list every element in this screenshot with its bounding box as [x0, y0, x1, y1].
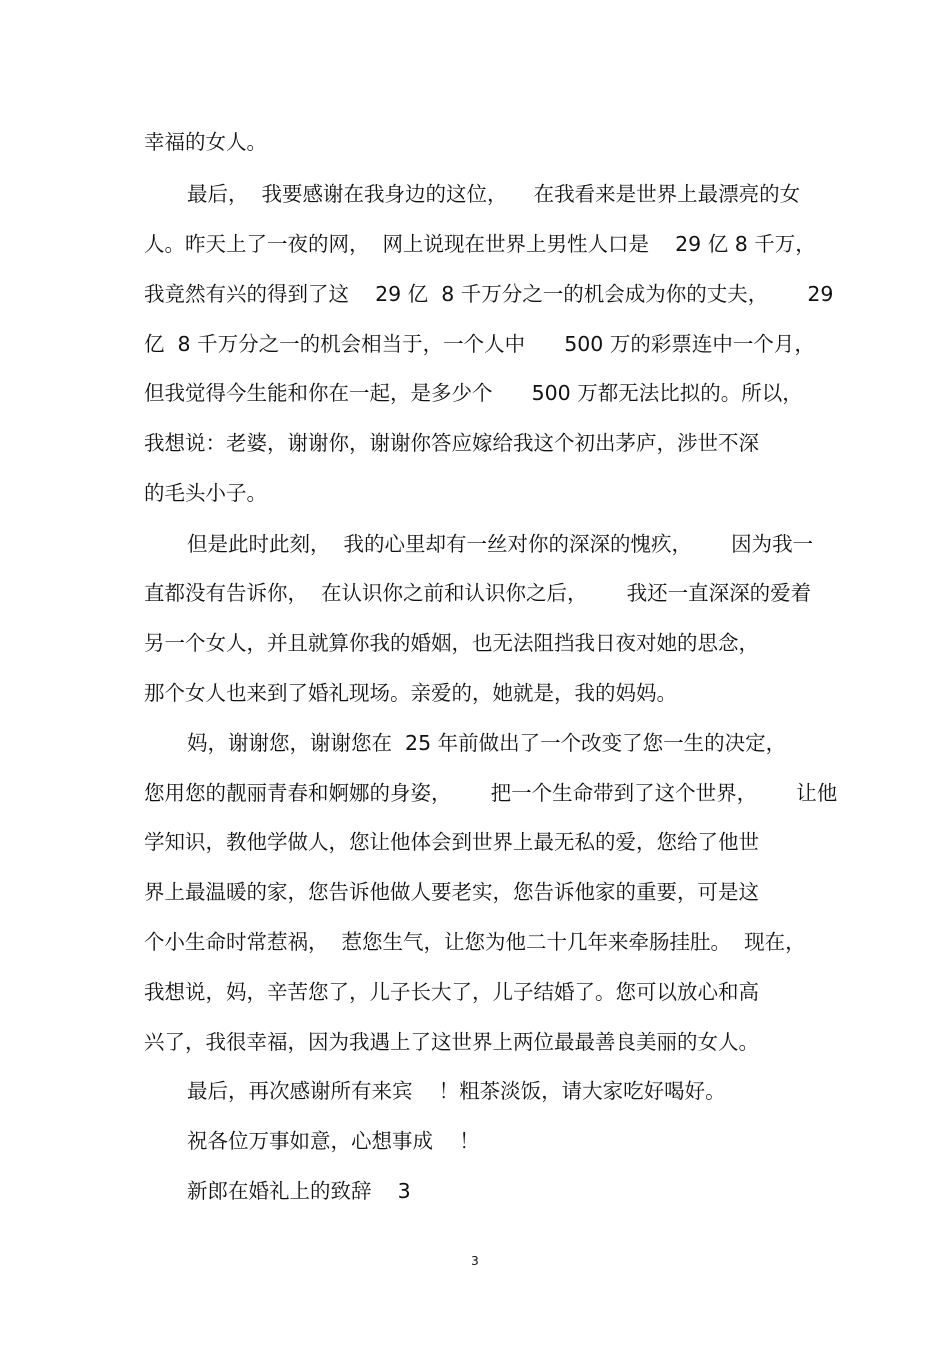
text-line: 我想说，妈，辛苦您了，儿子长大了，儿子结婚了。您可以放心和高	[144, 980, 759, 1004]
text-line: 我想说：老婆，谢谢你，谢谢你答应嫁给我这个初出茅庐，涉世不深	[144, 431, 759, 455]
text-line: 界上最温暖的家，您告诉他做人要老实，您告诉他家的重要，可是这	[144, 880, 759, 904]
text-line: 幸福的女人。	[144, 130, 267, 154]
paragraph-start-line: 但是此时此刻， 我的心里却有一丝对你的深深的愧疚， 因为我一	[187, 532, 814, 556]
page-number: 3	[471, 1254, 479, 1268]
text-line: 您用您的靓丽青春和婀娜的身姿， 把一个生命带到了这个世界， 让他	[144, 781, 838, 805]
text-line: 学知识，教他学做人，您让他体会到世界上最无私的爱，您给了他世	[144, 830, 759, 854]
text-line: 亿 8 千万分之一的机会相当于，一个人中 500 万的彩票连中一个月，	[144, 332, 815, 356]
text-line: 我竟然有兴的得到了这 29 亿 8 千万分之一的机会成为你的丈夫， 29	[144, 282, 834, 306]
paragraph-start-line: 最后， 我要感谢在我身边的这位， 在我看来是世界上最漂亮的女	[187, 182, 801, 206]
text-line: 那个女人也来到了婚礼现场。亲爱的，她就是，我的妈妈。	[144, 681, 677, 705]
text-line: 兴了，我很幸福，因为我遇上了这世界上两位最最善良美丽的女人。	[144, 1030, 759, 1054]
section-heading: 新郎在婚礼上的致辞 3	[187, 1179, 411, 1203]
text-line: 个小生命时常惹祸， 惹您生气，让您为他二十几年来牵肠挂肚。 现在，	[144, 930, 806, 954]
text-line: 另一个女人，并且就算你我的婚姻，也无法阻挡我日夜对她的思念，	[144, 631, 759, 655]
paragraph-start-line: 祝各位万事如意，心想事成 ！	[187, 1129, 480, 1153]
paragraph-start-line: 妈，谢谢您，谢谢您在 25 年前做出了一个改变了您一生的决定，	[187, 731, 787, 755]
text-line: 人。昨天上了一夜的网， 网上说现在世界上男性人口是 29 亿 8 千万，	[144, 232, 816, 256]
text-line: 但我觉得今生能和你在一起，是多少个 500 万都无法比拟的。所以，	[144, 381, 803, 405]
text-line: 的毛头小子。	[144, 481, 267, 505]
text-line: 直都没有告诉你， 在认识你之前和认识你之后， 我还一直深深的爱着	[144, 581, 812, 605]
paragraph-start-line: 最后，再次感谢所有来宾 ！粗茶淡饭，请大家吃好喝好。	[187, 1079, 726, 1103]
